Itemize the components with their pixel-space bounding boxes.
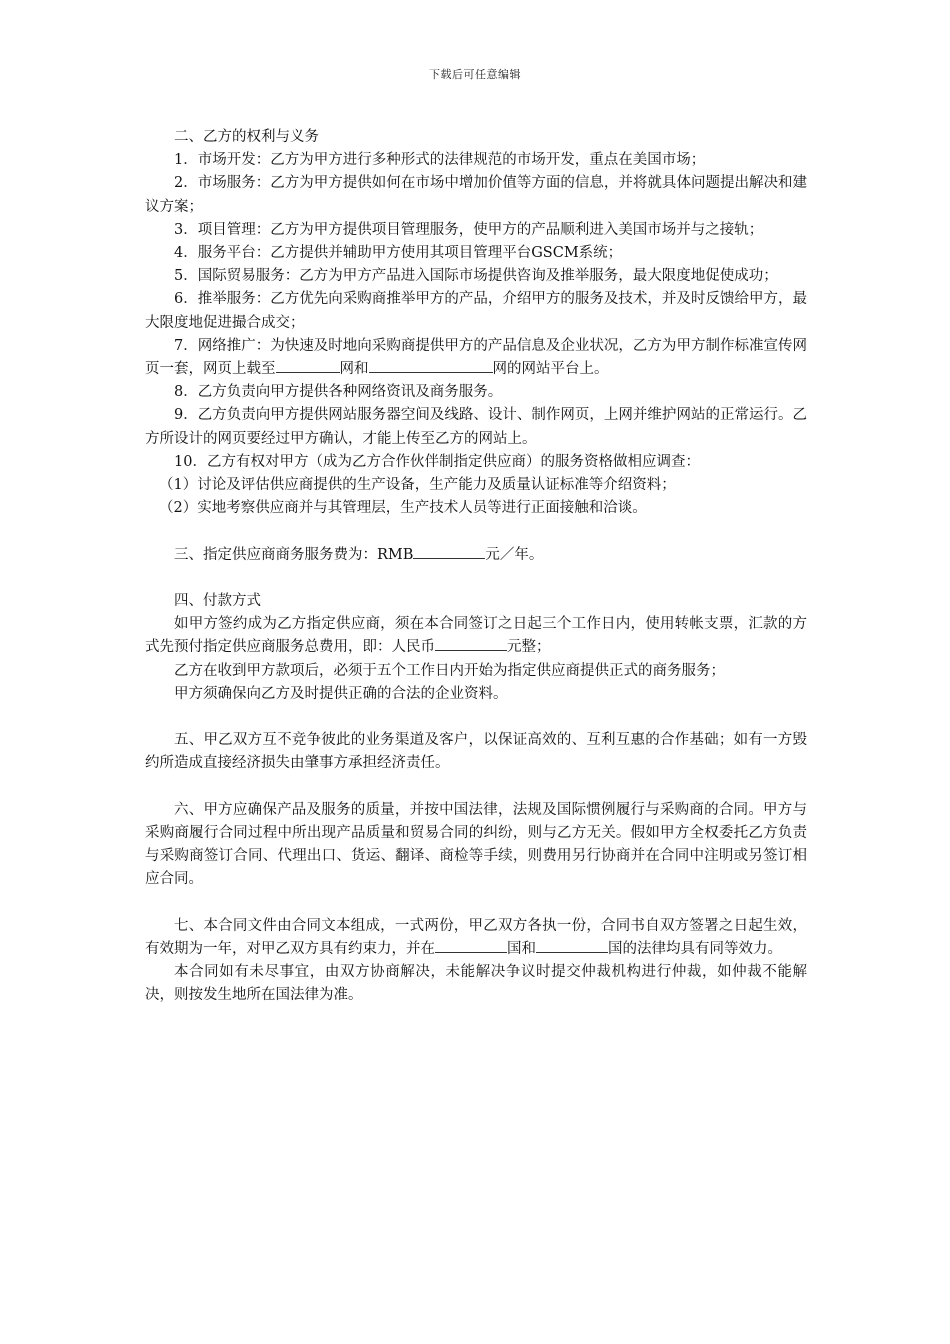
section-5: 五、甲乙双方互不竞争彼此的业务渠道及客户，以保证高效的、互利互惠的合作基础；如有一方毁约所造成直接经济损失由肇事方承担经济责任。 — [145, 732, 807, 772]
section-4-para-3: 甲方须确保向乙方及时提供正确的合法的企业资料。 — [174, 685, 508, 702]
section-3-text-b: 元／年。 — [485, 546, 544, 563]
section-4-para-1 — [145, 613, 807, 659]
section-3-text-a: 三、指定供应商商务服务费为：RMB — [174, 546, 414, 563]
section-2-item-2: 2．市场服务：乙方为甲方提供如何在市场中增加价值等方面的信息，并将就具体问题提出解决和建议方案； — [145, 175, 807, 215]
section-2-item-9: 9．乙方负责向甲方提供网站服务器空间及线路、设计、制作网页，上网并维护网站的正常运行。乙方所设计的网页要经过甲方确认，才能上传至乙方的网站上。 — [145, 407, 807, 447]
page-header-note: 下载后可任意编辑 — [429, 68, 521, 81]
section-4-title: 四、付款方式 — [174, 593, 261, 610]
section-4-text-a: 如甲方签约成为乙方指定供应商，须在本合同签订之日起三个工作日内，使用转帐支票，汇款的方式先预付指定供应商服务总费用，即：人民币 — [145, 616, 807, 656]
section-4-para-2: 乙方在收到甲方款项后，必须于五个工作日内开始为指定供应商提供正式的商务服务； — [174, 662, 725, 679]
contract-body — [145, 126, 807, 1008]
section-7-text-c: 国的法律均具有同等效力。 — [608, 941, 782, 958]
section-3 — [145, 544, 807, 567]
prepayment-blank — [435, 636, 507, 651]
section-2-item-6: 6．推举服务：乙方优先向采购商推举甲方的产品，介绍甲方的服务及技术，并及时反馈给甲方，最大限度地促进撮合成交； — [145, 291, 807, 331]
service-fee-blank — [413, 544, 485, 559]
section-6: 六、甲方应确保产品及服务的质量，并按中国法律，法规及国际惯例履行与采购商的合同。甲方与采购商履行合同过程中所出现产品质量和贸易合同的纠纷，则与乙方无关。假如甲方全权委托乙方负责与采购商签订合同、代理出口、货运、翻译、商检等手续，则费用另行协商并在合同中注明或另签订相应合同。 — [145, 801, 807, 888]
section-2-title: 二、乙方的权利与义务 — [174, 129, 319, 145]
section-2-item-10-sub-2: （2）实地考察供应商并与其管理层，生产技术人员等进行正面接触和洽谈。 — [159, 500, 647, 517]
section-2-item-4: 4．服务平台：乙方提供并辅助甲方使用其项目管理平台GSCM系统； — [174, 245, 623, 262]
section-7-text-b: 国和 — [507, 941, 536, 958]
country-1-blank — [435, 938, 507, 953]
website-2-blank — [369, 358, 493, 373]
item-7-text-a: 7．网络推广：为快速及时地向采购商提供甲方的产品信息及企业状况，乙方为甲方制作标准宣传网页一套，网页上载至 — [145, 337, 807, 378]
section-7-text-a: 七、本合同文件由合同文本组成，一式两份，甲乙双方各执一份，合同书自双方签署之日起生效，有效期为一年，对甲乙双方具有约束力，并在 — [145, 917, 807, 958]
section-2-item-7 — [145, 335, 807, 381]
website-1-blank — [276, 358, 340, 373]
section-7 — [145, 915, 807, 961]
section-2-item-10: 10．乙方有权对甲方（成为乙方合作伙伴制指定供应商）的服务资格做相应调查： — [174, 453, 700, 470]
section-4-text-b: 元整； — [507, 639, 551, 656]
section-2-item-10-sub-1: （1）讨论及评估供应商提供的生产设备，生产能力及质量认证标准等介绍资料； — [159, 477, 676, 494]
country-2-blank — [536, 938, 608, 953]
item-7-text-b: 网和 — [339, 361, 369, 378]
section-2-item-5: 5．国际贸易服务：乙方为甲方产品进入国际市场提供咨询及推举服务，最大限度地促使成功； — [174, 268, 778, 285]
section-2-item-3: 3．项目管理：乙方为甲方提供项目管理服务，使甲方的产品顺利进入美国市场并与之接轨； — [174, 221, 764, 238]
section-2-item-8: 8．乙方负责向甲方提供各种网络资讯及商务服务。 — [174, 384, 503, 401]
item-7-text-c: 网的网站平台上。 — [492, 361, 609, 378]
section-2-item-1: 1．市场开发：乙方为甲方进行多种形式的法律规范的市场开发，重点在美国市场； — [174, 152, 706, 169]
section-7-para-2: 本合同如有未尽事宜，由双方协商解决，未能解决争议时提交仲裁机构进行仲裁，如仲裁不能解决，则按发生地所在国法律为准。 — [145, 964, 807, 1004]
